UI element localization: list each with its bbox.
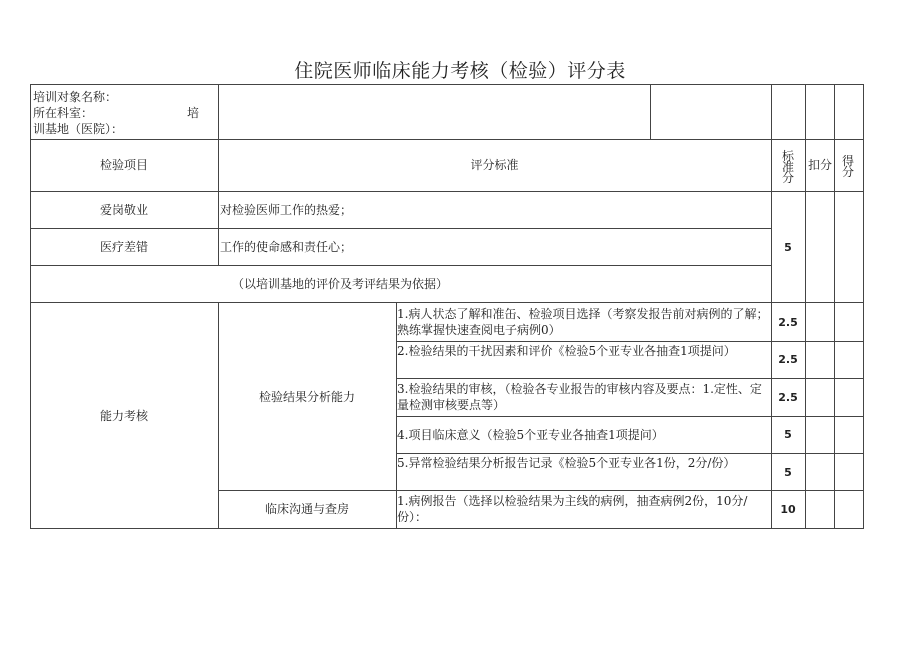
table-border-top	[30, 84, 864, 85]
criteria-evaluation-basis: （以培训基地的评价及考评结果为依据）	[232, 277, 449, 291]
item-ability-assessment: 能力考核	[99, 409, 148, 423]
score-analysis-5: 5	[784, 466, 792, 479]
score-analysis-3: 2.5	[778, 391, 798, 404]
row-divider	[396, 416, 864, 417]
item-dedication: 爱岗敬业	[99, 203, 148, 217]
row-divider	[396, 453, 864, 454]
score-analysis-1: 2.5	[778, 316, 798, 329]
row-divider	[396, 378, 864, 379]
base-label: 训基地（医院）：	[33, 122, 124, 136]
score-communication-1: 10	[780, 503, 796, 516]
criteria-analysis-3: 3.检验结果的审核，（检验各专业报告的审核内容及要点：1.定性、定量检测审核要点等）	[397, 382, 762, 412]
row-divider	[30, 302, 864, 303]
criteria-analysis-4: 4.项目临床意义（检验5个亚专业各抽查1项提问）	[397, 428, 664, 442]
sub-item-result-analysis: 检验结果分析能力	[258, 390, 355, 404]
table-border-bottom	[30, 528, 864, 529]
header-criteria: 评分标准	[470, 158, 519, 172]
criteria-analysis-1: 1.病人状态了解和准缶、检验项目选择（考察发报告前对病例的了解；熟练掌握快速查阅电子病例0）	[397, 307, 769, 337]
department-label: 所在科室：	[33, 106, 94, 120]
row-divider	[218, 490, 864, 491]
criteria-analysis-2: 2.检验结果的干扰因素和评价《检验5个亚专业各抽查1项提问）	[397, 344, 736, 358]
row-divider	[30, 228, 771, 229]
criteria-analysis-5: 5.异常检验结果分析报告记录《检验5个亚专业各1份，2分/份）	[397, 456, 736, 470]
col-divider	[834, 84, 835, 529]
row-divider	[30, 191, 864, 192]
col-divider	[218, 84, 219, 265]
criteria-medical-error: 工作的使命感和责任心；	[220, 240, 353, 254]
row-divider	[30, 265, 771, 266]
score-analysis-4: 5	[784, 428, 792, 441]
item-medical-error: 医疗差错	[99, 240, 148, 254]
col-divider	[650, 84, 651, 140]
table-border-left	[30, 84, 31, 529]
header-score: 得分	[841, 154, 854, 179]
table-border-right	[863, 84, 864, 529]
header-standard-score: 标准分	[781, 149, 794, 185]
col-divider	[805, 84, 806, 529]
page-title: 住院医师临床能力考核（检验）评分表	[294, 60, 626, 82]
row-divider	[30, 139, 864, 140]
header-item: 检验项目	[99, 158, 148, 172]
trainee-name-label: 培训对象名称：	[33, 90, 118, 104]
header-deduction: 扣分	[807, 158, 832, 172]
base-label-prefix: 培	[187, 106, 200, 120]
criteria-communication-1: 1.病例报告（选择以检验结果为主线的病例，抽查病例2份，10分/份）：	[397, 494, 748, 524]
sub-item-clinical-communication: 临床沟通与查房	[264, 502, 349, 516]
criteria-dedication: 对检验医师工作的热爱；	[220, 203, 353, 217]
row-divider	[396, 341, 864, 342]
col-divider	[771, 84, 772, 529]
score-analysis-2: 2.5	[778, 353, 798, 366]
group-standard-score: 5	[784, 241, 792, 254]
col-divider	[218, 302, 219, 529]
